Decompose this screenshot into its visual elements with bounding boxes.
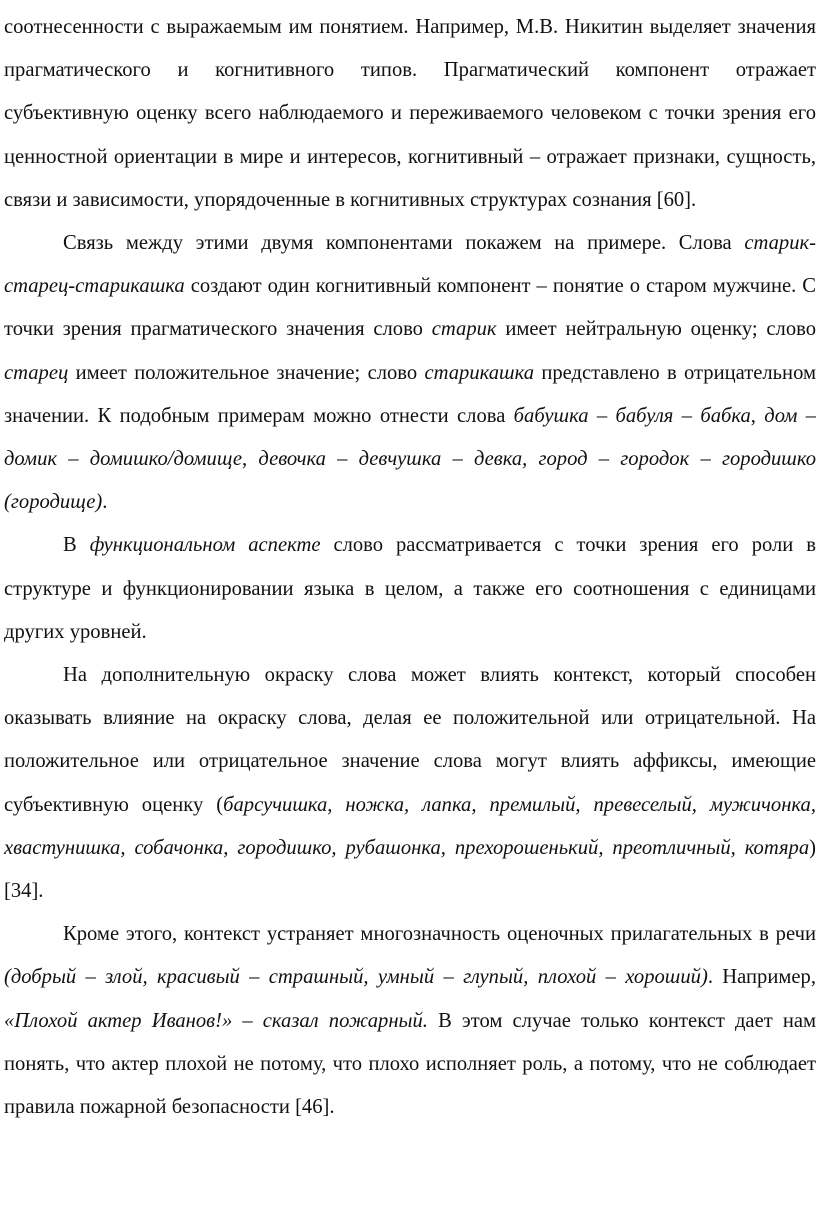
italic-example: старец (4, 361, 69, 384)
text-run: создают один когнитивный компонент – понятие о старом мужчине. С точки зрения прагматического значения слово (4, 275, 816, 341)
paragraph-2 (4, 222, 816, 524)
text-run: Связь между этими двумя компонентами покажем на примере. Слова (63, 232, 745, 255)
text-run: имеет положительное значение; слово (68, 361, 425, 384)
italic-example: барсучишка, ножка, лапка, премилый, превеселый, мужичонка, хвастунишка, собачонка, городишко, рубашонка, прехорошенький, преотличный, котяра (4, 793, 816, 859)
text-run: В этом случае только контекст дает нам понять, что актер плохой не потому, что плохо исполняет роль, а потому, что не соблюдает правила пожарной безопасности [46]. (4, 1009, 816, 1119)
paragraph-3 (4, 524, 816, 654)
text-run: Кроме этого, контекст устраняет многозначность оценочных прилагательных в речи (63, 923, 816, 946)
text-run: , (750, 404, 765, 427)
text-run: представлено в отрицательном значении. К подобным примерам можно отнести слова (4, 361, 816, 427)
italic-quote: «Плохой актер Иванов!» – сказал пожарный. (4, 1009, 428, 1032)
italic-example: бабушка – бабуля – бабка (513, 404, 751, 427)
italic-example: старик-старец-старикашка (4, 232, 816, 298)
text-run: В (63, 534, 90, 557)
italic-term: функциональном аспекте (89, 534, 321, 557)
text-run: имеет нейтральную оценку; слово (496, 318, 816, 341)
italic-example: дом – домик – домишко/домище, девочка – девчушка – девка, город – городок – городишко (городище) (4, 404, 816, 514)
text-run: . Например, (707, 966, 816, 989)
text-run: слово рассматривается с точки зрения его роли в структуре и функционировании языка в целом, а также его соотношения с единицами других уровней. (4, 534, 816, 643)
text-run: . (102, 491, 108, 514)
text-run: На дополнительную окраску слова может влиять контекст, который способен оказывать влияние на окраску слова, делая ее положительной или отрицательной. На положительное или отрицательное значение слова могут влиять аффиксы, имеющие субъективную оценку ( (4, 664, 816, 816)
italic-example: (добрый – злой, красивый – страшный, умный – глупый, плохой – хороший) (4, 966, 708, 989)
italic-example: старикашка (424, 361, 535, 384)
paragraph-1 (4, 6, 816, 222)
text-run: ) [34]. (4, 836, 816, 903)
text-run: соотнесенности с выражаемым им понятием. Например, М.В. Никитин выделяет значения прагматического и когнитивного типов. Прагматический компонент отражает субъективную оценку всего наблюдаемого и переживаемого человеком с точки зрения его ценностной ориентации в мире и интересов, когнитивный – отражает признаки, сущность, связи и зависимости, упорядоченные в когнитивных структурах сознания [60]. (4, 16, 816, 211)
paragraph-4 (4, 654, 816, 913)
paragraph-5 (4, 913, 816, 1129)
italic-example: старик (431, 318, 497, 341)
